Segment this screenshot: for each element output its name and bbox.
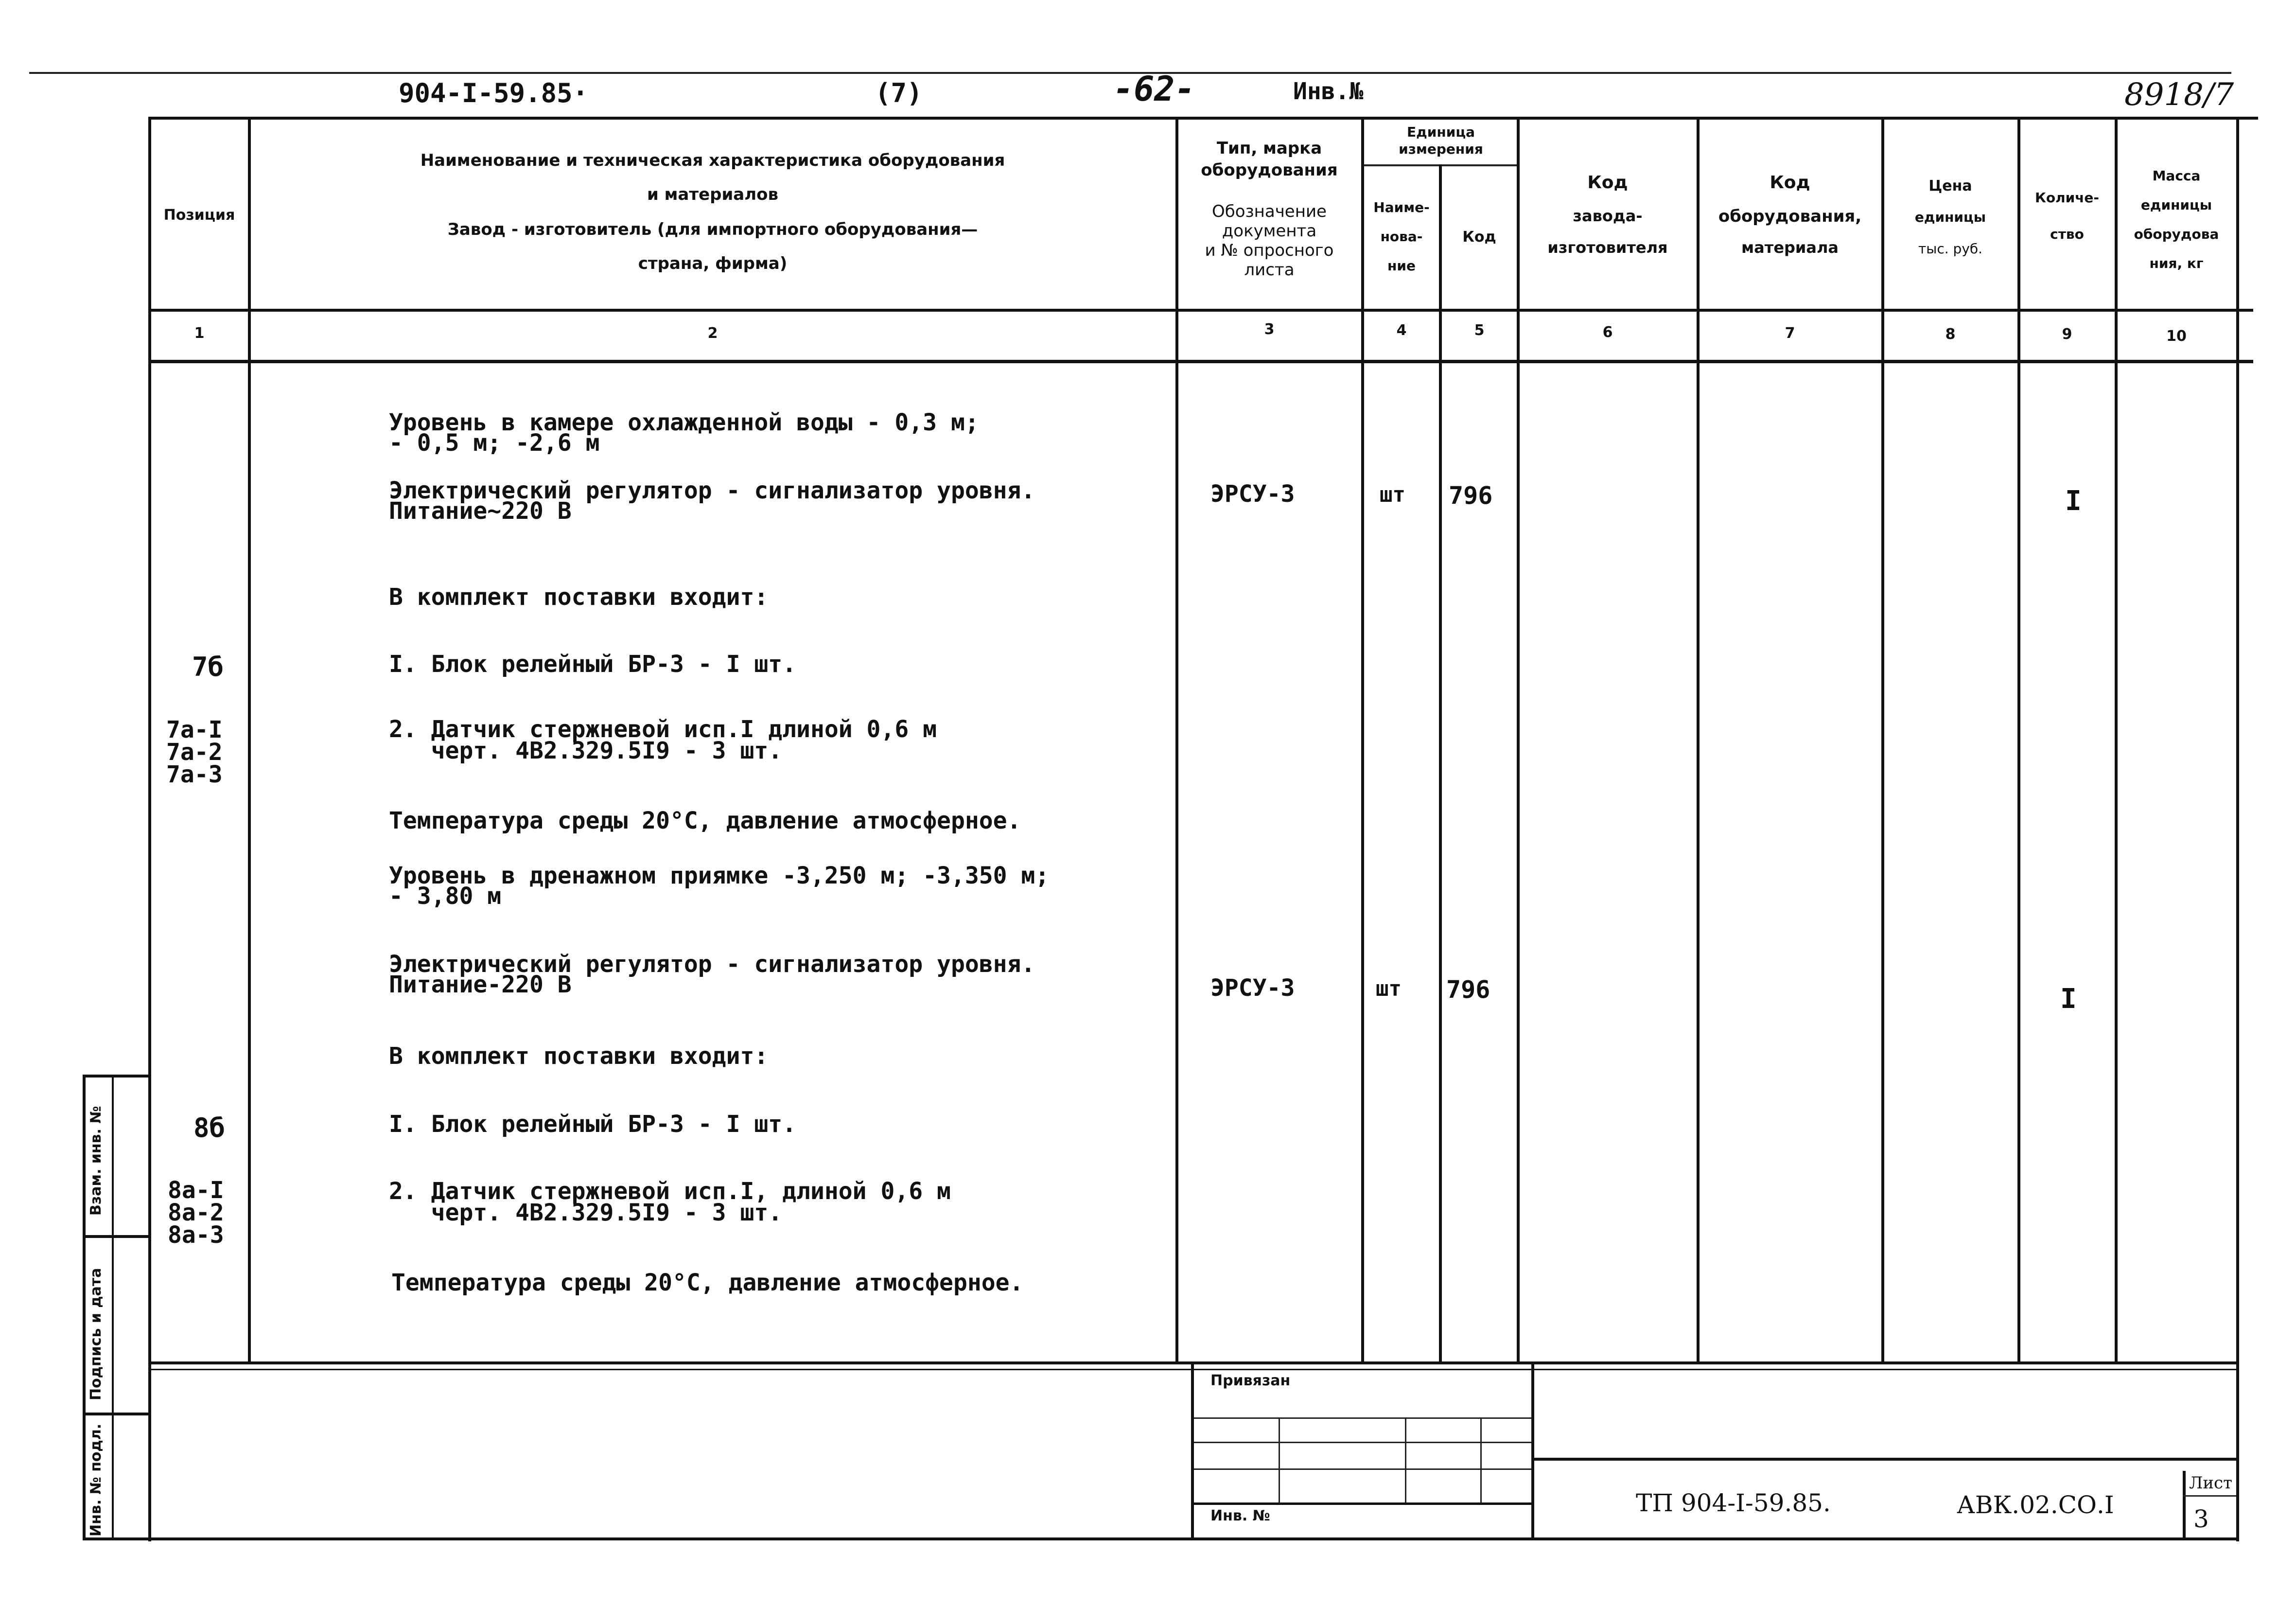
- header-mass-line1: Масса: [2152, 168, 2201, 184]
- header-type-line6: листа: [1244, 260, 1295, 280]
- header-price-line1: Цена: [1928, 177, 1972, 194]
- col-number: 6: [1602, 324, 1613, 341]
- col-sep-7: [1881, 117, 1884, 1361]
- table-row-text: В комплект поставки входит:: [389, 1043, 769, 1070]
- table-row-text: Температура среды 20°С, давление атмосферное.: [389, 807, 1021, 834]
- header-unit-group2: измерения: [1399, 141, 1483, 157]
- tp-number: ТП 904-I-59.85.: [1636, 1489, 1831, 1517]
- col-sep-8: [2017, 117, 2020, 1361]
- doc-code-line: [1534, 1458, 2236, 1461]
- header-name-line4: страна, фирма): [638, 254, 788, 273]
- col-sep-2: [1175, 117, 1178, 1361]
- col-number: 3: [1264, 321, 1275, 338]
- table-row-text: Температура среды 20°С, давление атмосферное.: [391, 1269, 1024, 1296]
- inventory-label: Инв.№: [1293, 78, 1364, 105]
- col-sep-9: [2115, 117, 2118, 1361]
- frame-left: [148, 117, 151, 1541]
- col-number: 9: [2062, 326, 2072, 343]
- table-row-text: Уровень в камере охлажденной воды - 0,3 м; - 0,5 м; -2,6 м: [389, 409, 979, 457]
- header-type-line3: Обозначение: [1212, 202, 1327, 221]
- side-stamp-left: [83, 1075, 86, 1540]
- header-equip-line3: материала: [1741, 238, 1839, 257]
- side-stamp-podpis: Подпись и дата: [88, 1268, 105, 1400]
- stamp-line-4: [1194, 1502, 1531, 1505]
- header-qty-line1: Количе-: [2034, 190, 2100, 206]
- frame-bottom: [83, 1537, 2239, 1540]
- header-type-line4: документа: [1222, 221, 1317, 241]
- table-row-pos: 7б: [192, 652, 224, 682]
- header-bottom-line: [148, 309, 2253, 312]
- table-row-text: I. Блок релейный БР-3 - I шт.: [389, 651, 797, 678]
- header-name-line3: Завод - изготовитель (для импортного оборудования—: [447, 220, 978, 239]
- header-position: Позиция: [163, 207, 235, 224]
- col-number: 4: [1396, 322, 1407, 339]
- side-stamp-sep-2: [83, 1413, 151, 1415]
- header-price-line2: единицы: [1914, 209, 1986, 225]
- table-row-type: ЭРСУ-3: [1210, 480, 1295, 508]
- table-row-code: 796: [1449, 481, 1493, 510]
- table-row-text: I. Блок релейный БР-3 - I шт.: [389, 1111, 797, 1138]
- inv-no-label: Инв. №: [1210, 1507, 1270, 1524]
- header-mfr-line2: завода-: [1573, 207, 1643, 225]
- header-unit-group1: Единица: [1407, 124, 1475, 140]
- side-stamp-sep-1: [83, 1235, 151, 1238]
- col-number: 8: [1945, 326, 1956, 343]
- titleblock-stamp-right: [1531, 1361, 1534, 1540]
- header-equip-line2: оборудования,: [1718, 207, 1862, 226]
- side-stamp-top: [83, 1075, 151, 1078]
- col-sep-5: [1517, 117, 1520, 1361]
- sheet-paren: (7): [875, 78, 923, 108]
- header-mfr-line1: Код: [1587, 173, 1628, 193]
- colnum-bottom-line: [148, 360, 2253, 363]
- header-price-line3: тыс. руб.: [1918, 241, 1983, 257]
- header-unit-name3: ние: [1387, 258, 1416, 274]
- header-qty-line2: ство: [2050, 226, 2084, 242]
- col-number: 1: [194, 325, 205, 342]
- stamp-vline-1: [1279, 1417, 1280, 1502]
- list-label: Лист: [2189, 1473, 2232, 1493]
- col-sep-4: [1439, 164, 1442, 1361]
- side-stamp-vzam: Взам. инв. №: [88, 1106, 105, 1216]
- table-row-text: В комплект поставки входит:: [389, 583, 769, 611]
- table-row-pos: 8а-I 8а-2 8а-3: [168, 1177, 224, 1249]
- table-row-text: Электрический регулятор - сигнализатор уровня. Питание-220 В: [389, 951, 1035, 998]
- table-row-type: ЭРСУ-3: [1210, 974, 1295, 1002]
- table-row-pos: 8б: [193, 1113, 226, 1143]
- titleblock-stamp-left: [1191, 1361, 1194, 1540]
- table-row-code: 796: [1446, 975, 1490, 1004]
- page-number: -62-: [1113, 69, 1195, 109]
- col-number: 7: [1785, 325, 1795, 342]
- header-type-line1: Тип, марка: [1216, 139, 1322, 158]
- header-equip-line1: Код: [1770, 173, 1810, 193]
- col-sep-3: [1361, 117, 1364, 1361]
- header-name-line1: Наименование и техническая характеристика оборудования: [420, 151, 1005, 170]
- list-box-left: [2183, 1471, 2186, 1540]
- stamp-vline-2: [1405, 1417, 1406, 1502]
- header-mass-line4: ния, кг: [2149, 255, 2204, 271]
- header-unit-code: Код: [1462, 229, 1496, 246]
- header-unit-name2: нова-: [1380, 229, 1423, 245]
- col-number: 10: [2166, 328, 2187, 345]
- frame-top: [148, 117, 2258, 120]
- project-number: 904-I-59.85·: [399, 78, 589, 108]
- header-type-line5: и № опросного: [1205, 241, 1334, 260]
- header-mass-line2: единицы: [2140, 197, 2212, 213]
- frame-right: [2236, 117, 2239, 1541]
- side-stamp-mid: [112, 1075, 114, 1540]
- handwritten-code: 8918/7: [2124, 77, 2234, 113]
- header-mfr-line3: изготовителя: [1547, 238, 1668, 257]
- table-row-qty: I: [2060, 983, 2077, 1015]
- col-number: 2: [707, 325, 718, 342]
- table-row-pos: 7а-I 7а-2 7а-3: [166, 716, 223, 788]
- stamp-vline-3: [1480, 1417, 1482, 1502]
- table-row-text: Электрический регулятор - сигнализатор уровня. Питание~220 В: [389, 477, 1035, 525]
- side-stamp-inv-podl: Инв. № подл.: [88, 1423, 105, 1537]
- table-row-text: 2. Датчик стержневой исп.I, длиной 0,6 м черт. 4В2.329.5I9 - 3 шт.: [389, 1178, 951, 1226]
- header-name-line2: и материалов: [647, 185, 779, 204]
- col-sep-1: [248, 117, 251, 1361]
- header-type-line2: оборудования: [1201, 160, 1338, 180]
- header-mass-line3: оборудова: [2134, 226, 2219, 242]
- table-row-qty: I: [2065, 485, 2082, 517]
- table-row-text: 2. Датчик стержневой исп.I длиной 0,6 м черт. 4В2.329.5I9 - 3 шт.: [389, 716, 937, 764]
- privyazan-label: Привязан: [1210, 1372, 1291, 1389]
- table-row-unit: шт: [1376, 976, 1402, 1001]
- table-row-text: Уровень в дренажном приямке -3,250 м; -3,350 м; - 3,80 м: [389, 862, 1050, 910]
- col-number: 5: [1474, 322, 1485, 339]
- list-box-line: [2183, 1495, 2236, 1497]
- col-sep-6: [1697, 117, 1700, 1361]
- doc-code: АВК.02.СО.I: [1957, 1491, 2114, 1519]
- table-row-unit: шт: [1380, 482, 1405, 507]
- header-unit-name1: Наиме-: [1373, 199, 1430, 215]
- list-number: 3: [2193, 1505, 2209, 1533]
